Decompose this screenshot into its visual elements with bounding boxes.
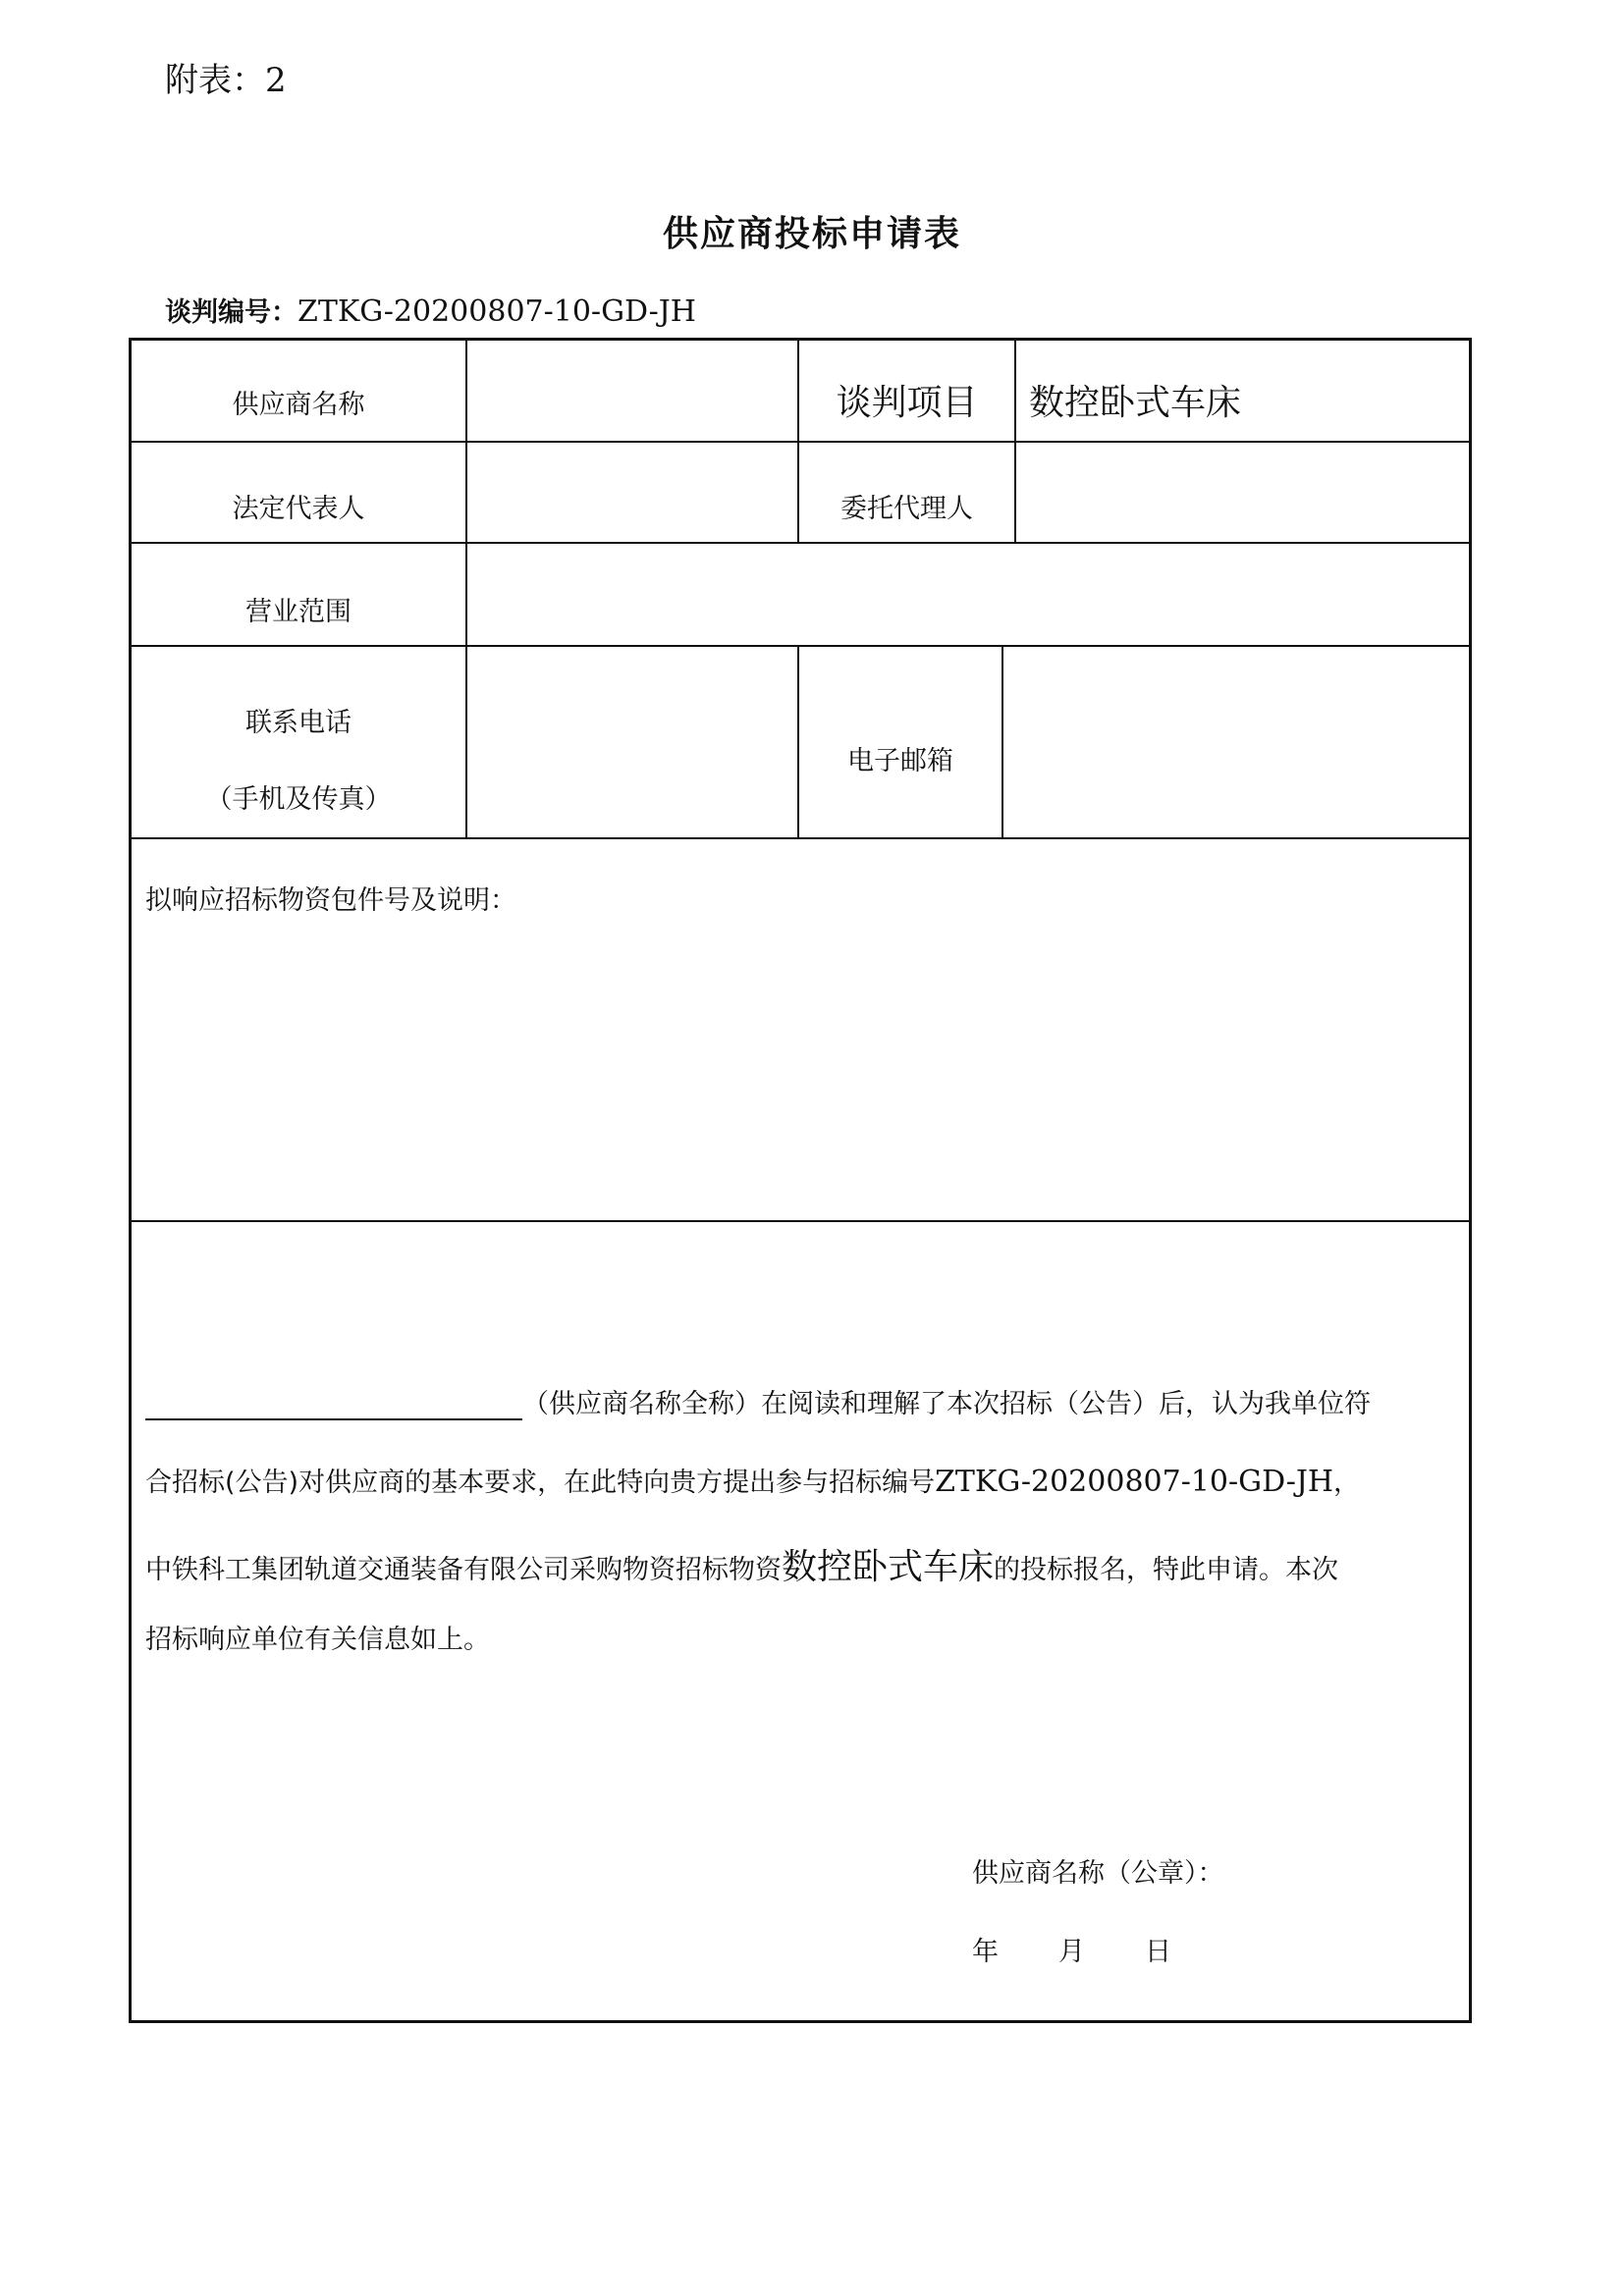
row-divider-2 — [129, 542, 1472, 544]
statement-line-1-text: （供应商名称全称）在阅读和理解了本次招标（公告）后，认为我单位符 — [522, 1389, 1371, 1419]
statement-line-2-end: ， — [1333, 1468, 1361, 1498]
row-divider-3 — [129, 645, 1472, 647]
date-day-label: 日 — [1145, 1937, 1171, 1967]
statement-project: 数控卧式车床 — [782, 1547, 995, 1587]
negotiation-number — [165, 291, 696, 329]
business-scope-label: 营业范围 — [245, 597, 352, 627]
statement-line-1 — [145, 1382, 1371, 1420]
project-value: 数控卧式车床 — [1029, 383, 1242, 423]
phone-field[interactable] — [467, 649, 797, 835]
date-month-label: 月 — [1058, 1937, 1085, 1967]
statement-line-3 — [145, 1539, 1338, 1589]
phone-sub-label: （手机及传真） — [205, 784, 392, 815]
statement-bid-code: ZTKG-20200807-10-GD-JH — [935, 1465, 1334, 1499]
supplier-full-name-blank[interactable] — [145, 1389, 522, 1420]
statement-line-2 — [145, 1461, 1360, 1499]
email-label: 电子邮箱 — [847, 746, 953, 776]
seal-label: 供应商名称（公章）： — [972, 1858, 1224, 1889]
row-divider-1 — [129, 441, 1472, 443]
negotiation-number-label: 谈判编号： — [165, 297, 298, 328]
legal-rep-field[interactable] — [467, 445, 797, 540]
page-title: 供应商投标申请表 — [662, 213, 961, 254]
legal-rep-label: 法定代表人 — [232, 494, 365, 524]
phone-label: 联系电话 — [245, 708, 352, 738]
supplier-name-label: 供应商名称 — [232, 390, 365, 420]
supplier-name-field[interactable] — [467, 346, 797, 438]
business-scope-field[interactable] — [467, 546, 1470, 643]
agent-field[interactable] — [1016, 445, 1470, 540]
project-label: 谈判项目 — [836, 383, 978, 423]
email-field[interactable] — [1003, 649, 1470, 835]
package-label: 拟响应招标物资包件号及说明： — [145, 885, 516, 916]
package-field[interactable] — [132, 928, 1470, 1217]
agent-label: 委托代理人 — [840, 494, 973, 524]
statement-line-3-text: 中铁科工集团轨道交通装备有限公司采购物资招标物资 — [145, 1555, 782, 1585]
appendix-label: 附表：2 — [165, 61, 287, 100]
statement-line-4: 招标响应单位有关信息如上。 — [145, 1625, 490, 1655]
statement-line-2-text: 合招标(公告)对供应商的基本要求，在此特向贵方提出参与招标编号 — [145, 1468, 936, 1498]
negotiation-number-value: ZTKG-20200807-10-GD-JH — [298, 294, 696, 329]
statement-line-3-end: 的投标报名，特此申请。本次 — [994, 1555, 1339, 1585]
row-divider-5 — [129, 1220, 1472, 1222]
row-divider-4 — [129, 837, 1472, 839]
date-year-label: 年 — [972, 1937, 999, 1967]
